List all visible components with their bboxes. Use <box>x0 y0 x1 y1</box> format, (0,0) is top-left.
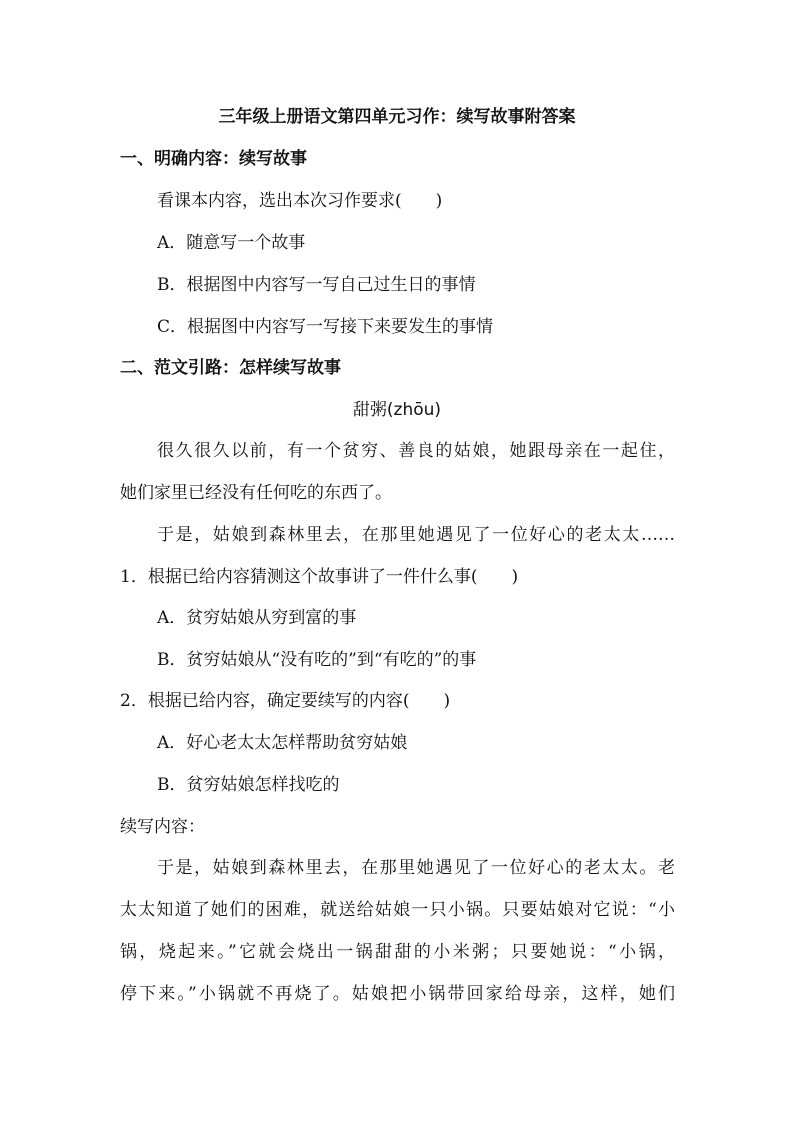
question-2-option-b: B．贫穷姑娘怎样找吃的 <box>157 775 340 795</box>
question-1-option-b: B．贫穷姑娘从“没有吃的”到“有吃的”的事 <box>157 650 477 670</box>
page-title: 三年级上册语文第四单元习作：续写故事附答案 <box>218 107 576 127</box>
question-1-option-a: A．贫穷姑娘从穷到富的事 <box>157 608 357 628</box>
section-2-heading: 二、范文引路：怎样续写故事 <box>120 358 341 378</box>
story-title: 甜粥(zhōu) <box>352 400 442 420</box>
continuation-line-4: 停下来。”小锅就不再烧了。姑娘把小锅带回家给母亲，这样，她们 <box>120 984 675 1004</box>
section-1-question: 看课本内容，选出本次习作要求( ) <box>157 191 443 211</box>
story-line-1: 很久很久以前，有一个贫穷、善良的姑娘，她跟母亲在一起住， <box>157 441 675 461</box>
question-1: 1．根据已给内容猜测这个故事讲了一件什么事( ) <box>120 567 519 587</box>
section-1-option-b: B．根据图中内容写一写自己过生日的事情 <box>157 275 476 295</box>
continuation-line-3: 锅，烧起来。”它就会烧出一锅甜甜的小米粥；只要她说：“小锅， <box>120 942 675 962</box>
continuation-label: 续写内容： <box>120 817 205 837</box>
question-2: 2．根据已给内容，确定要续写的内容( ) <box>120 691 451 711</box>
question-2-option-a: A．好心老太太怎样帮助贫穷姑娘 <box>157 733 408 753</box>
continuation-line-1: 于是，姑娘到森林里去，在那里她遇见了一位好心的老太太。老 <box>157 858 675 878</box>
section-1-option-a: A．随意写一个故事 <box>157 233 306 253</box>
story-line-2: 她们家里已经没有任何吃的东西了。 <box>120 483 392 503</box>
story-line-3: 于是，姑娘到森林里去，在那里她遇见了一位好心的老太太…… <box>157 525 675 545</box>
continuation-line-2: 太太知道了她们的困难，就送给姑娘一只小锅。只要姑娘对它说：“小 <box>120 900 675 920</box>
section-1-heading: 一、明确内容：续写故事 <box>120 149 307 169</box>
section-1-option-c: C．根据图中内容写一写接下来要发生的事情 <box>157 317 494 337</box>
